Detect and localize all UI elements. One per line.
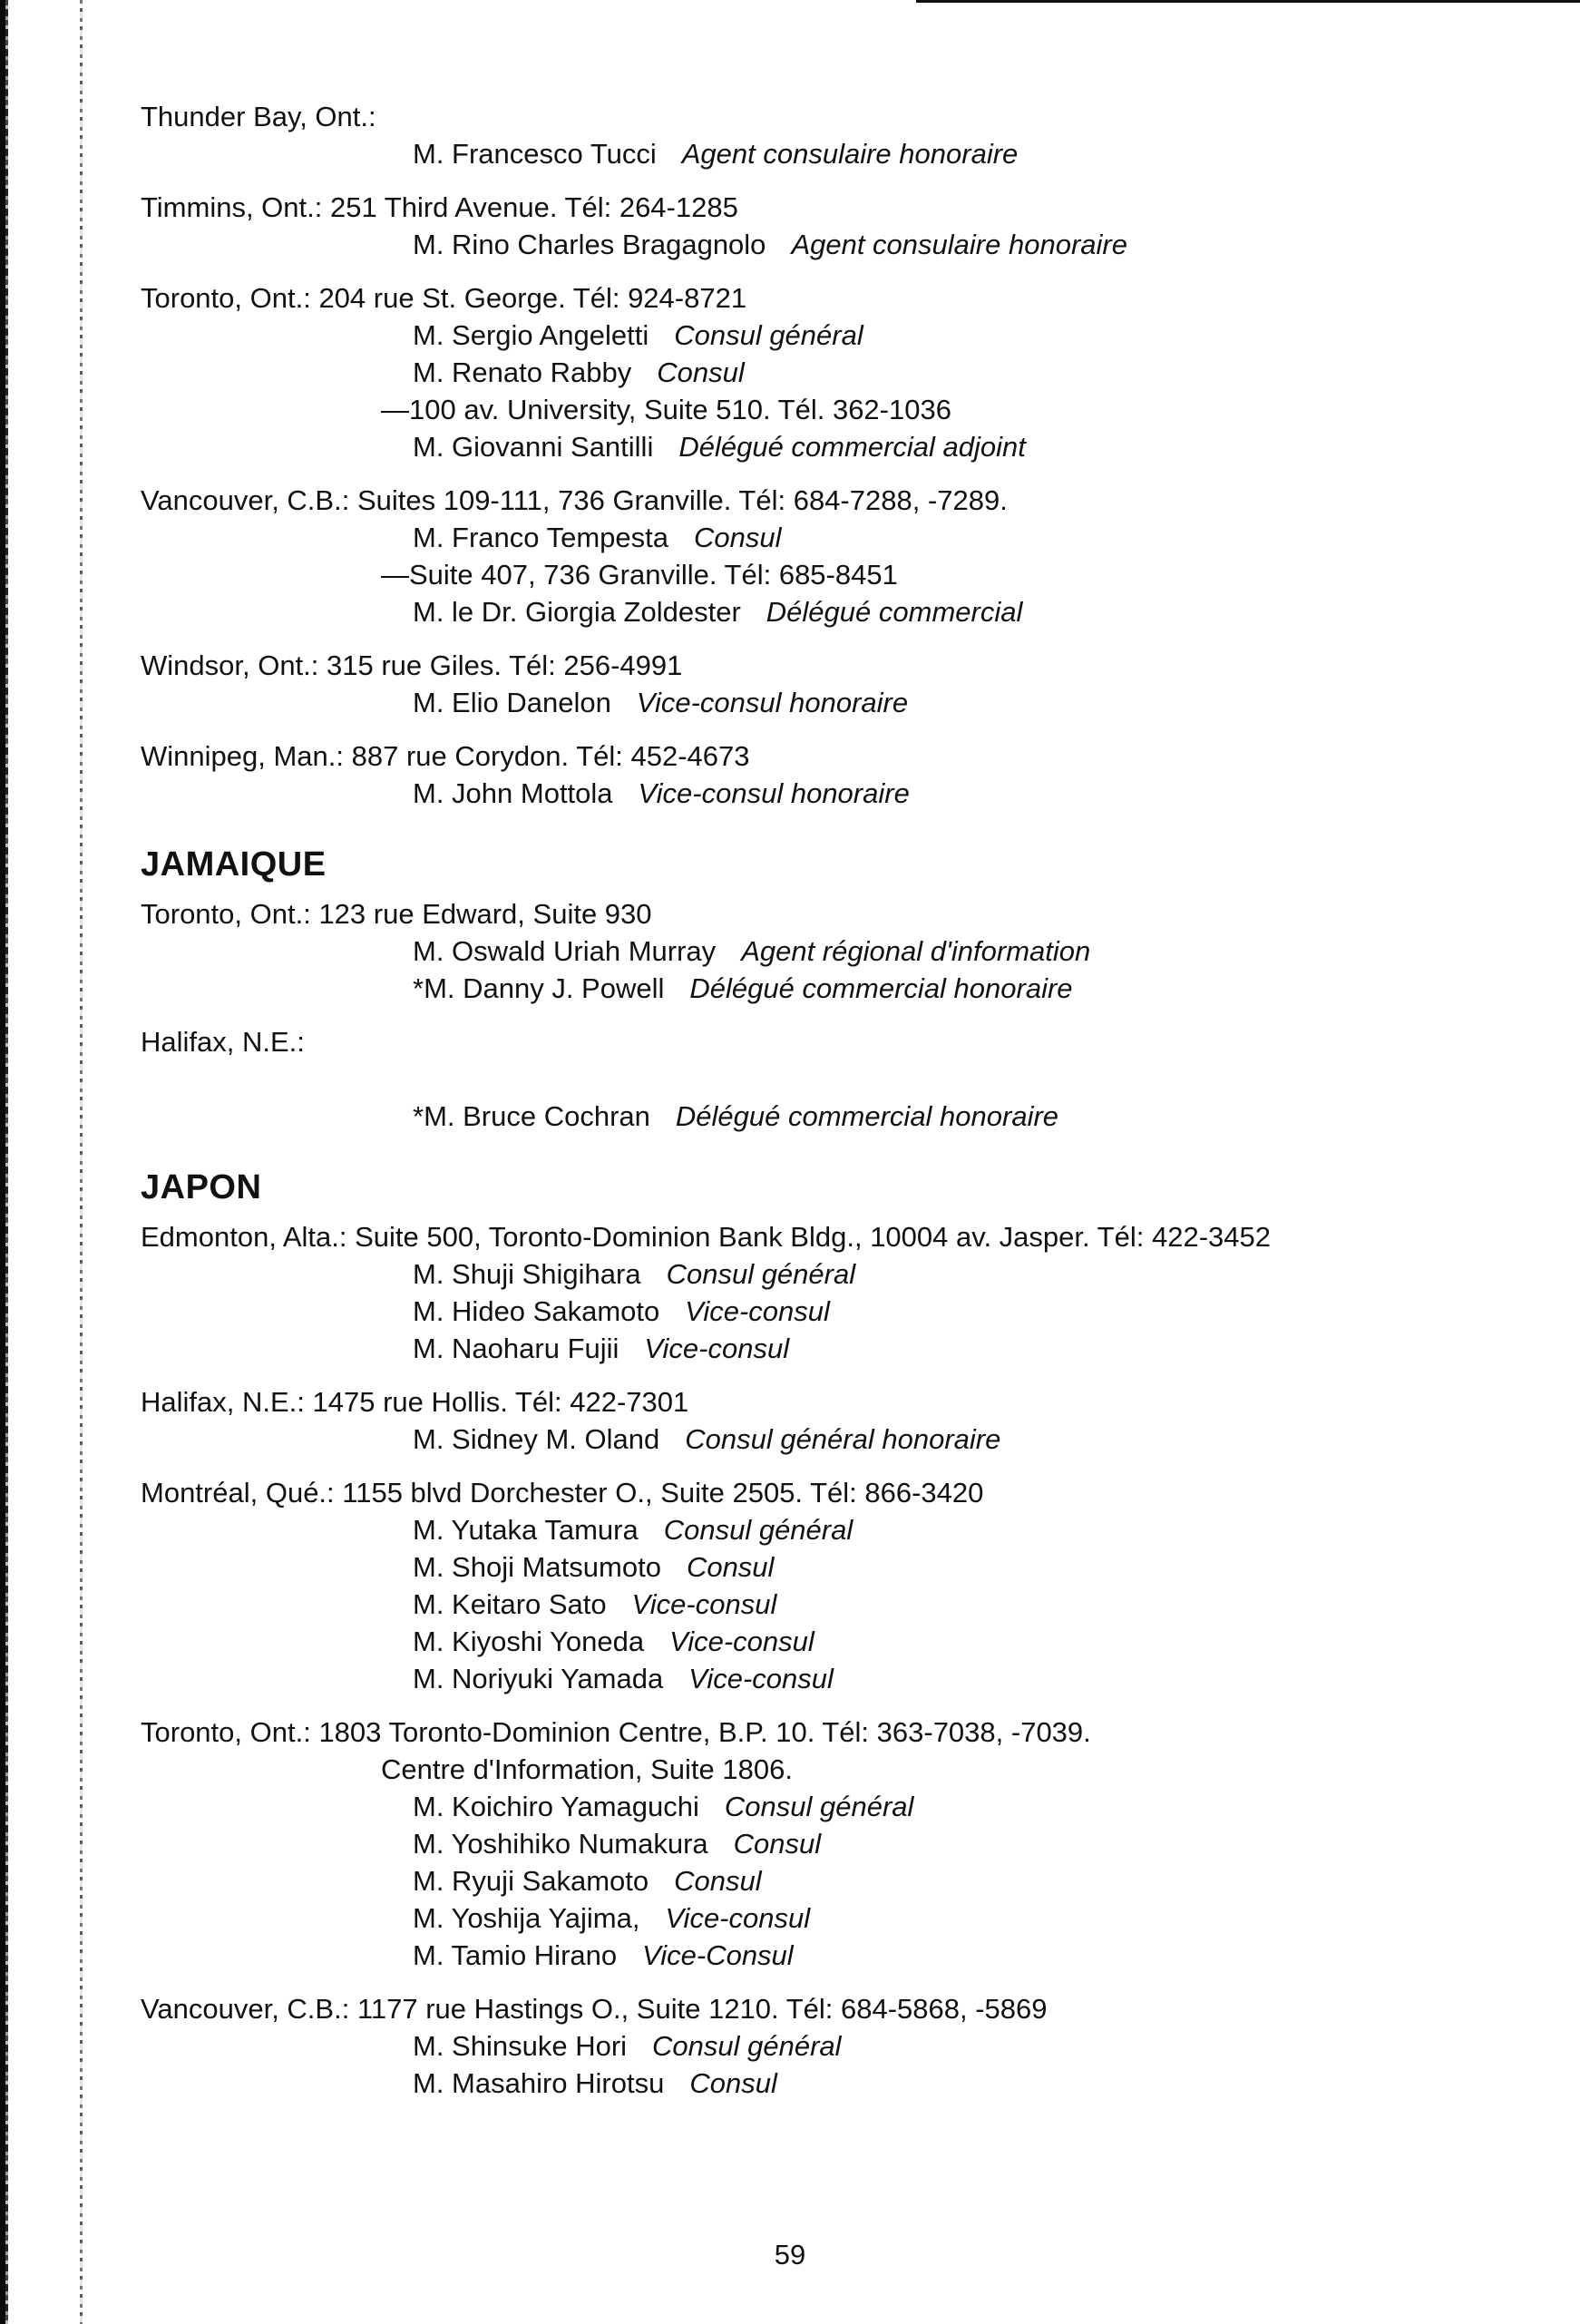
official-row: [141, 1862, 1410, 1899]
binding-texture: [5, 0, 8, 2324]
official-name: M. Yutaka Tamura: [413, 1514, 639, 1546]
official-row: [141, 1330, 1410, 1367]
official-title: Agent consulaire honoraire: [791, 229, 1127, 260]
official-name: M. Francesco Tucci: [413, 138, 657, 170]
consulate-entry: [141, 1023, 1410, 1135]
official-title: Vice-consul: [665, 1902, 811, 1934]
official-row: [141, 2027, 1410, 2065]
address-text: 315 rue Giles. Tél: 256-4991: [318, 649, 683, 681]
official-name: M. Yoshihiko Numakura: [413, 1828, 708, 1860]
official-title: Consul général: [663, 1514, 853, 1546]
official-name: M. Keitaro Sato: [413, 1588, 607, 1620]
official-name: M. Shoji Matsumoto: [413, 1551, 661, 1583]
official-name: M. Franco Tempesta: [413, 522, 668, 553]
official-row: [141, 428, 1410, 465]
official-name: *M. Bruce Cochran: [413, 1100, 650, 1132]
location-line: [141, 279, 1410, 317]
official-row: [141, 1293, 1410, 1330]
official-title: Vice-consul: [688, 1663, 834, 1694]
official-name: M. Renato Rabby: [413, 356, 632, 388]
official-title: Vice-consul honoraire: [636, 687, 909, 718]
official-title: Vice-consul: [631, 1588, 777, 1620]
official-title: Consul: [693, 522, 782, 553]
address-text: 251 Third Avenue. Tél: 264-1285: [322, 191, 738, 223]
city-label: Halifax, N.E.:: [141, 1026, 305, 1058]
address-text: 204 rue St. George. Tél: 924-8721: [310, 282, 747, 314]
location-line: [141, 1474, 1410, 1511]
official-title: Agent régional d'information: [741, 935, 1091, 967]
city-label: Toronto, Ont.:: [141, 898, 311, 930]
city-label: Windsor, Ont.:: [141, 649, 319, 681]
consulate-entry: [141, 647, 1410, 721]
top-rule: [916, 0, 1580, 3]
city-label: Winnipeg, Man.:: [141, 740, 344, 772]
city-label: Thunder Bay, Ont.:: [141, 101, 376, 132]
location-line: [141, 647, 1410, 684]
city-label: Timmins, Ont.:: [141, 191, 323, 223]
official-name: M. Elio Danelon: [413, 687, 611, 718]
official-row: [141, 933, 1410, 970]
official-row: [141, 1825, 1410, 1862]
official-row: [141, 317, 1410, 354]
consulate-entry: [141, 1474, 1410, 1697]
official-title: Consul: [657, 356, 745, 388]
blank-line: [141, 1060, 1410, 1098]
official-row: [141, 684, 1410, 721]
official-title: Consul: [689, 2067, 777, 2099]
official-row: [141, 1788, 1410, 1825]
section-title: JAMAIQUE: [141, 845, 327, 884]
consulate-entry: [141, 1714, 1410, 1974]
address-text: Suites 109-111, 736 Granville. Tél: 684-7288, -7289.: [349, 484, 1008, 516]
official-name: M. Hideo Sakamoto: [413, 1295, 660, 1327]
address-text: 123 rue Edward, Suite 930: [310, 898, 652, 930]
official-title: Vice-consul: [685, 1295, 830, 1327]
official-title: Consul général honoraire: [685, 1423, 1001, 1455]
directory-listing: [141, 98, 1410, 2118]
official-title: Consul général: [674, 319, 863, 351]
consulate-entry: [141, 98, 1410, 172]
city-label: Edmonton, Alta.:: [141, 1221, 347, 1253]
official-name: M. Kiyoshi Yoneda: [413, 1626, 645, 1657]
official-name: M. Rino Charles Bragagnolo: [413, 229, 766, 260]
official-row: [141, 1421, 1410, 1458]
location-line: [141, 98, 1410, 135]
consulate-entry: [141, 189, 1410, 263]
official-name: M. Sidney M. Oland: [413, 1423, 660, 1455]
official-row: [141, 226, 1410, 263]
official-name: M. Shinsuke Hori: [413, 2030, 628, 2062]
consulate-entry: [141, 482, 1410, 630]
official-title: Vice-consul: [644, 1333, 790, 1364]
official-name: M. Masahiro Hirotsu: [413, 2067, 665, 2099]
address-text: 1803 Toronto-Dominion Centre, B.P. 10. Tél: 363-7038, -7039.: [310, 1716, 1091, 1748]
official-row: [141, 970, 1410, 1007]
city-label: Montréal, Qué.:: [141, 1477, 335, 1509]
secondary-address: —Suite 407, 736 Granville. Tél: 685-8451: [381, 559, 898, 591]
official-row: [141, 775, 1410, 812]
official-title: Agent consulaire honoraire: [681, 138, 1019, 170]
section-title: JAPON: [141, 1168, 262, 1206]
binding-texture-inner: [80, 0, 83, 2324]
official-title: Délégué commercial adjoint: [678, 431, 1026, 463]
official-title: Consul général: [666, 1258, 856, 1290]
location-line: [141, 1990, 1410, 2027]
official-title: Délégué commercial: [766, 596, 1023, 628]
official-name: *M. Danny J. Powell: [413, 972, 665, 1004]
location-line: [141, 1714, 1410, 1751]
official-row: [141, 354, 1410, 391]
city-label: Toronto, Ont.:: [141, 1716, 311, 1748]
official-row: [141, 1511, 1410, 1548]
consulate-entry: [141, 1218, 1410, 1367]
address-text: Suite 500, Toronto-Dominion Bank Bldg., 10004 av. Jasper. Tél: 422-3452: [346, 1221, 1271, 1253]
consulate-entry: [141, 1383, 1410, 1458]
consulate-entry: [141, 895, 1410, 1007]
official-title: Consul: [686, 1551, 775, 1583]
address-text: 1475 rue Hollis. Tél: 422-7301: [304, 1386, 689, 1418]
official-name: M. Koichiro Yamaguchi: [413, 1791, 699, 1822]
location-line: [141, 1383, 1410, 1421]
city-label: Toronto, Ont.:: [141, 282, 311, 314]
location-line: [141, 189, 1410, 226]
official-title: Consul: [674, 1865, 762, 1897]
official-name: M. Oswald Uriah Murray: [413, 935, 717, 967]
official-name: M. Giovanni Santilli: [413, 431, 654, 463]
address-text: 1177 rue Hastings O., Suite 1210. Tél: 684-5868, -5869: [349, 1993, 1048, 2025]
official-name: M. Shuji Shigihara: [413, 1258, 641, 1290]
official-title: Vice-consul: [669, 1626, 814, 1657]
official-row: [141, 519, 1410, 556]
consulate-entry: [141, 279, 1410, 465]
official-title: Consul général: [724, 1791, 914, 1822]
official-title: Vice-consul honoraire: [638, 777, 910, 809]
official-name: M. Yoshija Yajima,: [413, 1902, 640, 1934]
location-line: [141, 737, 1410, 775]
official-row: [141, 1937, 1410, 1974]
location-line: [141, 482, 1410, 519]
official-row: [141, 2065, 1410, 2102]
official-row: [141, 593, 1410, 630]
official-name: M. John Mottola: [413, 777, 613, 809]
official-row: [141, 1623, 1410, 1660]
address-text: 887 rue Corydon. Tél: 452-4673: [344, 740, 750, 772]
official-row: [141, 1255, 1410, 1293]
address-text: 1155 blvd Dorchester O., Suite 2505. Tél: 866-3420: [334, 1477, 984, 1509]
official-row: [141, 135, 1410, 172]
official-title: Délégué commercial honoraire: [675, 1100, 1059, 1132]
official-row: [141, 1660, 1410, 1697]
secondary-address: Centre d'Information, Suite 1806.: [381, 1753, 793, 1785]
official-row: [141, 1548, 1410, 1586]
official-row: [141, 1586, 1410, 1623]
official-title: Délégué commercial honoraire: [689, 972, 1073, 1004]
official-name: M. le Dr. Giorgia Zoldester: [413, 596, 741, 628]
scan-binding-edge: [0, 0, 78, 2324]
location-line: [141, 1218, 1410, 1255]
official-name: M. Tamio Hirano: [413, 1939, 618, 1971]
city-label: Vancouver, C.B.:: [141, 1993, 350, 2025]
city-label: Halifax, N.E.:: [141, 1386, 305, 1418]
official-row: [141, 1899, 1410, 1937]
page-number: 59: [774, 2239, 806, 2270]
official-name: M. Ryuji Sakamoto: [413, 1865, 649, 1897]
location-line: [141, 1023, 1410, 1060]
location-line: [141, 895, 1410, 933]
consulate-entry: [141, 737, 1410, 812]
official-name: M. Noriyuki Yamada: [413, 1663, 664, 1694]
official-name: M. Sergio Angeletti: [413, 319, 649, 351]
official-name: M. Naoharu Fujii: [413, 1333, 619, 1364]
official-title: Consul: [733, 1828, 822, 1860]
official-title: Vice-Consul: [642, 1939, 794, 1971]
city-label: Vancouver, C.B.:: [141, 484, 350, 516]
consulate-entry: [141, 1990, 1410, 2102]
official-row: [141, 1098, 1410, 1135]
official-title: Consul général: [652, 2030, 842, 2062]
secondary-address: —100 av. University, Suite 510. Tél. 362-1036: [381, 394, 951, 425]
